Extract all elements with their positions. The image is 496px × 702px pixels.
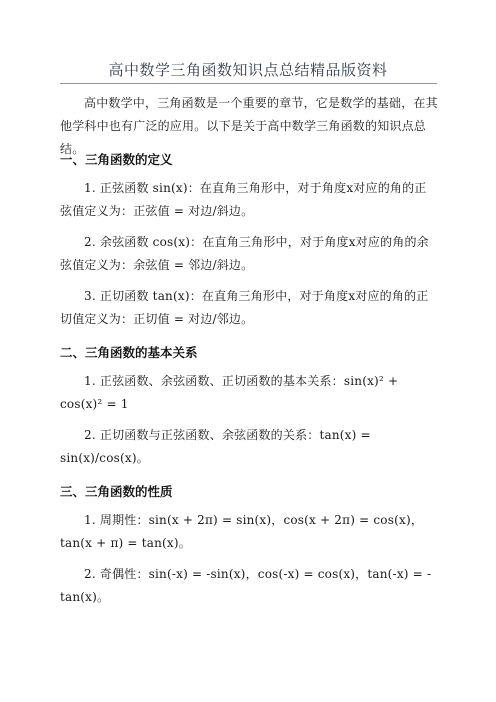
definition-item-sin: 1. 正弦函数 sin(x)：在直角三角形中，对于角度x对应的角的正弦值定义为：正弦值 = 对边/斜边。 (60, 181, 427, 218)
title-divider (60, 83, 437, 84)
relation-item-pythagorean: 1. 正弦函数、余弦函数、正切函数的基本关系：sin(x)² + cos(x)² = 1 (60, 374, 399, 411)
property-item-periodicity: 1. 周期性：sin(x + 2π) = sin(x)，cos(x + 2π) = cos(x)，tan(x + π) = tan(x)。 (60, 513, 424, 550)
intro-paragraph: 高中数学中，三角函数是一个重要的章节，它是数学的基础，在其他学科中也有广泛的应用。以下是关于高中数学三角函数的知识点总结。 (60, 96, 438, 156)
definition-item-tan: 3. 正切函数 tan(x)：在直角三角形中，对于角度x对应的角的正切值定义为：正切值 = 对边/邻边。 (60, 289, 429, 326)
section-heading-relations: 二、三角函数的基本关系 (60, 345, 198, 360)
relation-item-tangent: 2. 正切函数与正弦函数、余弦函数的关系：tan(x) = sin(x)/cos(x)。 (60, 428, 371, 465)
section-heading-properties: 三、三角函数的性质 (60, 484, 173, 499)
section-heading-definitions: 一、三角函数的定义 (60, 152, 173, 167)
definition-item-cos: 2. 余弦函数 cos(x)：在直角三角形中，对于角度x对应的角的余弦值定义为：余弦值 = 邻边/斜边。 (60, 235, 429, 272)
property-item-parity: 2. 奇偶性：sin(-x) = -sin(x)，cos(-x) = cos(x)，tan(-x) = -tan(x)。 (60, 567, 432, 604)
document-title: 高中数学三角函数知识点总结精品版资料 (108, 61, 388, 79)
